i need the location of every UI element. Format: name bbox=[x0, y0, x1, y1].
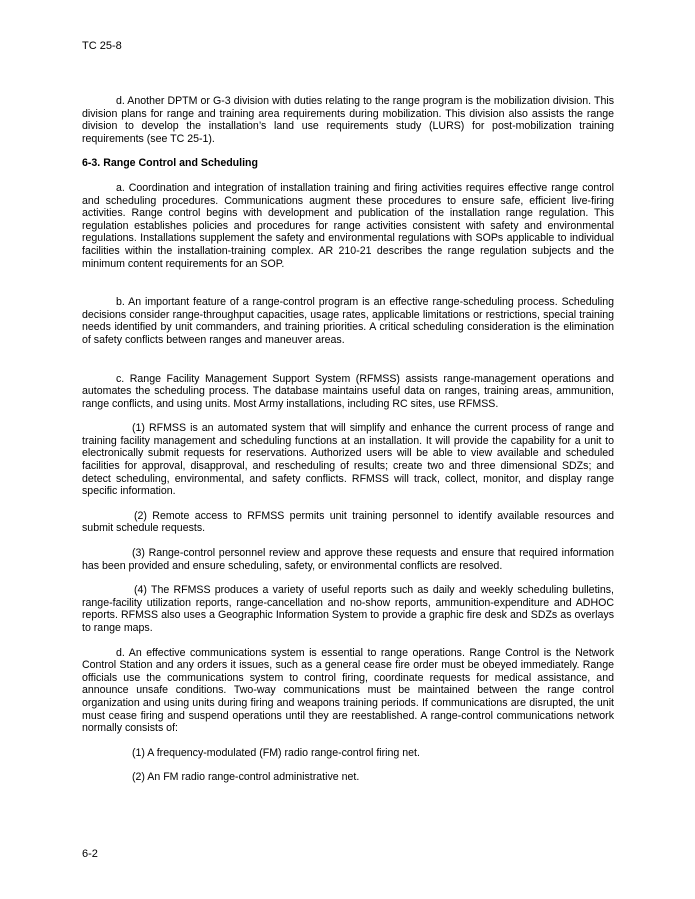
paragraph-c4: (4) The RFMSS produces a variety of useful reports such as daily and weekly scheduling bulletins, range-facility utilization reports, range-cancellation and no-show reports, ammunition-expenditure and ADHOC reports. RFMSS also uses a Geographic Information System to provide a graphic fire desk and SDZs as overlays to range maps. bbox=[82, 584, 614, 634]
footer-page-number: 6-2 bbox=[82, 848, 98, 860]
list-item-2: (2) An FM radio range-control administrative net. bbox=[132, 771, 360, 784]
list-item-1: (1) A frequency-modulated (FM) radio range-control firing net. bbox=[132, 746, 420, 759]
paragraph-a: a. Coordination and integration of installation training and firing activities requires effective range control and scheduling procedures. Communications augment these procedures to ensure safe, efficient live-firing activities. Range control begins with development and publication of the installation range regulation. This regulation establishes policies and procedures for range activities consistent with safety and environmental regulations. Installations supplement the safety and environmental regulations with SOPs applicable to individual facilities within the installation-training complex. AR 210-21 describes the range regulation subjects and the minimum content requirements for an SOP. bbox=[82, 181, 614, 270]
header-doc-id: TC 25-8 bbox=[82, 40, 122, 52]
paragraph-c1: (1) RFMSS is an automated system that will simplify and enhance the current process of range and training facility management and scheduling functions at an installation. It will provide the capability for a unit to electronically submit requests for reservations. Authorized users will be able to view available and scheduled facilities for approval, disapproval, and rescheduling of results; create two and three dimensional SDZs; and detect scheduling, environmental, and safety conflicts. RFMSS will track, collect, monitor, and display range specific information. bbox=[82, 422, 614, 498]
paragraph-b: b. An important feature of a range-control program is an effective range-scheduling process. Scheduling decisions consider range-throughput capacities, usage rates, applicable limitations or restrictions, special training needs identified by unit commanders, and training priorities. A critical scheduling consideration is the elimination of safety conflicts between ranges and maneuver areas. bbox=[82, 296, 614, 346]
paragraph-c: c. Range Facility Management Support System (RFMSS) assists range-management operations and automates the scheduling process. The database maintains useful data on ranges, training areas, ammunition, range conflicts, and using units. Most Army installations, including RC sites, use RFMSS. bbox=[82, 372, 614, 410]
paragraph-c3: (3) Range-control personnel review and approve these requests and ensure that required information has been provided and ensure scheduling, safety, or environmental conflicts are resolved. bbox=[82, 547, 614, 572]
document-body bbox=[82, 95, 614, 784]
paragraph-d-communications: d. An effective communications system is essential to range operations. Range Control is the Network Control Station and any orders it issues, such as a general cease fire order must be obeyed immediately. Range officials use the communications system to control firing, coordinate requests for medical assistance, and announce unsafe conditions. Two-way communications must be maintained between the range control organization and using units during firing and weapons training periods. If communications are disrupted, the unit must cease firing and suspend operations until they are reestablished. A range-control communications network normally consists of: bbox=[82, 646, 614, 735]
section-heading: 6-3. Range Control and Scheduling bbox=[82, 157, 258, 170]
paragraph-c2: (2) Remote access to RFMSS permits unit training personnel to identify available resources and submit schedule requests. bbox=[82, 509, 614, 535]
paragraph-d-mobilization: d. Another DPTM or G-3 division with duties relating to the range program is the mobilization division. This division plans for range and training area requirements during mobilization. This division also assists the range division to develop the installation’s land use requirements study (LURS) for post-mobilization training requirements (see TC 25-1). bbox=[82, 95, 614, 145]
